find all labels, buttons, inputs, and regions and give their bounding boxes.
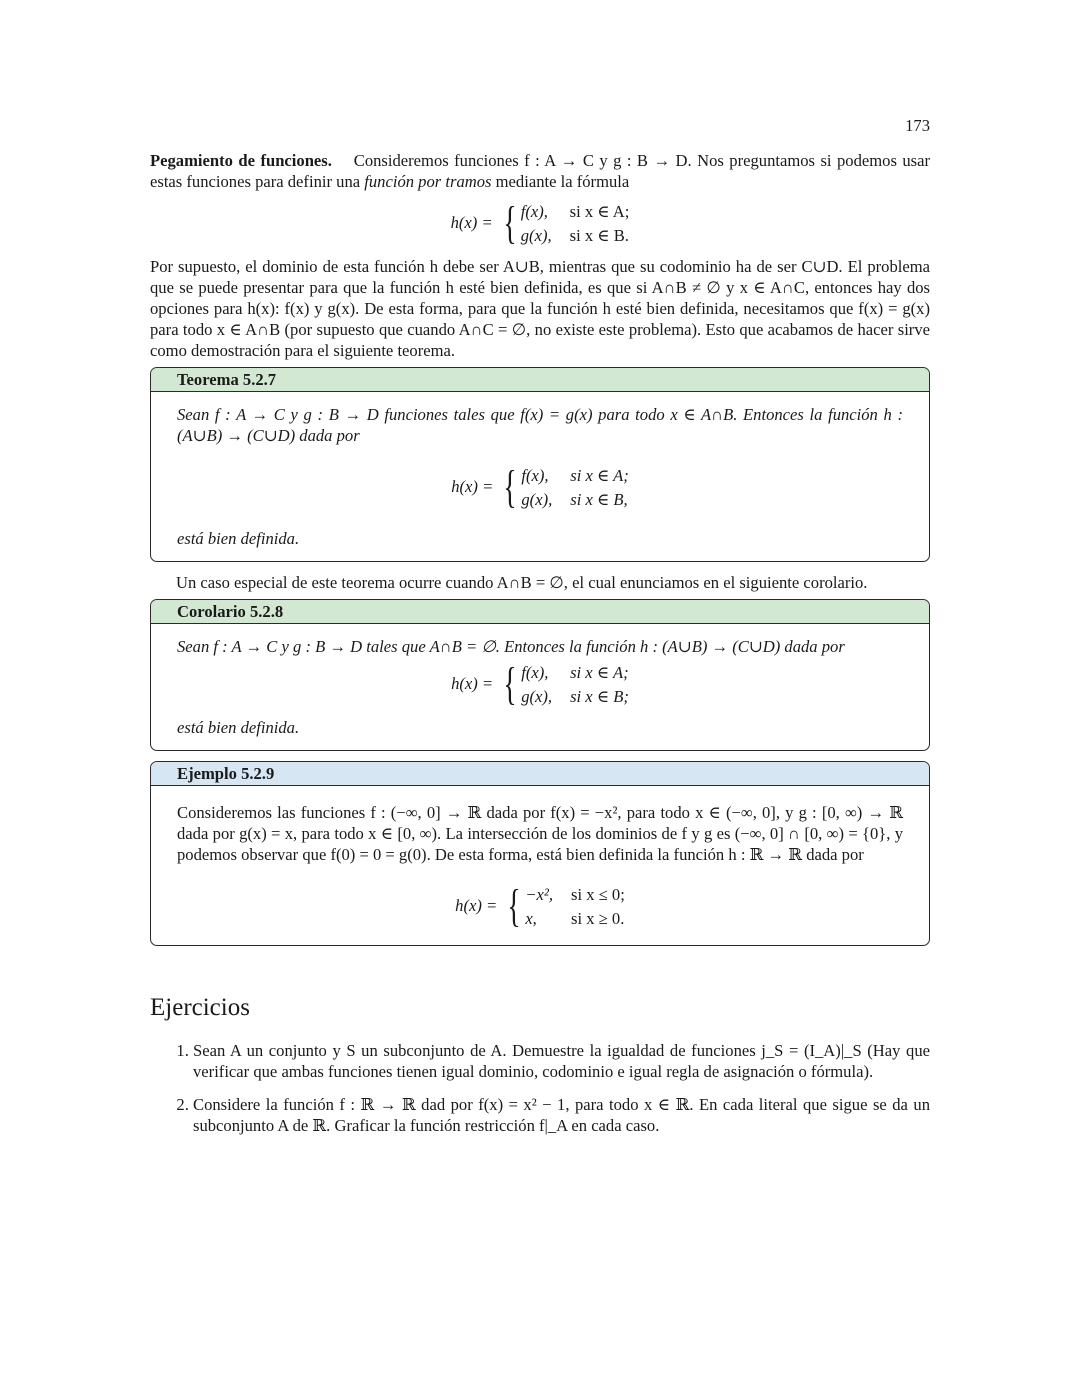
example-title: Ejemplo 5.2.9 <box>151 762 929 786</box>
formula-main <box>150 197 930 248</box>
case-condition: si x ≥ 0. <box>571 908 625 928</box>
left-brace-icon: { <box>503 658 517 709</box>
case-value: f(x), <box>521 662 549 682</box>
theorem-box <box>150 367 930 562</box>
formula-lhs: h(x) = <box>455 896 498 915</box>
exercise-item: 2. Considere la función f : ℝ → ℝ dad por f(x) = x² − 1, para todo x ∈ ℝ. En cada literal que sigue se da un subconjunto A de ℝ. Graficar la función restricción f|_A en cada caso. <box>193 1094 930 1136</box>
formula-lhs: h(x) = <box>451 477 494 496</box>
formula-cases <box>521 201 630 246</box>
case-condition: si x ≤ 0; <box>571 884 625 904</box>
left-brace-icon: { <box>507 880 521 931</box>
exercise-item: 1. Sean A un conjunto y S un subconjunto de A. Demuestre la igualdad de funciones j_S = (I_A)|_S (Hay que verificar que ambas funciones tienen igual dominio, codominio e igual regla de asignación o fórmula). <box>193 1040 930 1082</box>
theorem-formula <box>177 461 903 512</box>
formula-lhs: h(x) = <box>451 674 494 693</box>
example-formula <box>177 880 903 931</box>
case-condition: si x ∈ A; <box>570 662 629 682</box>
theorem-conclusion: está bien definida. <box>177 529 300 548</box>
intro-paragraph <box>150 150 930 192</box>
case-value: f(x), <box>521 465 549 485</box>
corollary-conclusion: está bien definida. <box>177 718 300 737</box>
intro-text-2: mediante la fórmula <box>491 172 630 191</box>
theorem-title: Teorema 5.2.7 <box>151 368 929 392</box>
example-box <box>150 761 930 946</box>
corollary-title: Corolario 5.2.8 <box>151 600 929 624</box>
corollary-statement: Sean f : A → C y g : B → D tales que A∩B = ∅. Entonces la función h : (A∪B) → (C∪D) dada por <box>177 637 845 656</box>
formula-lhs: h(x) = <box>450 213 493 232</box>
case-value: g(x), <box>521 489 553 509</box>
theorem-statement: Sean f : A → C y g : B → D funciones tales que f(x) = g(x) para todo x ∈ A∩B. Entonces la función h : (A∪B) → (C∪D) dada por <box>177 405 903 445</box>
case-value: g(x), <box>520 225 552 245</box>
corollary-formula <box>177 658 903 709</box>
page-content <box>150 150 930 1148</box>
case-value: −x², <box>525 884 553 904</box>
left-brace-icon: { <box>503 197 517 248</box>
case-value: x, <box>525 908 537 928</box>
formula-cases <box>525 884 625 929</box>
exercises-list <box>150 1040 930 1136</box>
case-condition: si x ∈ A; <box>570 465 629 485</box>
formula-cases <box>521 465 628 510</box>
paragraph-domain: Por supuesto, el dominio de esta función h debe ser A∪B, mientras que su codominio ha de ser C∪D. El problema que se puede presentar para que la función h esté bien definida, es que si A∩B ≠ ∅ y x ∈ A∩C, entonces hay dos opciones para h(x): f(x) y g(x). De esta forma, para que la función h esté bien definida, necesitamos que f(x) = g(x) para todo x ∈ A∩B (por supuesto que cuando A∩C = ∅, no existe este problema). Esto que acabamos de hacer sirve como demostración para el siguiente teorema. <box>150 257 930 360</box>
page-number: 173 <box>905 116 930 135</box>
exercises-heading: Ejercicios <box>150 994 250 1021</box>
formula-cases <box>521 662 629 707</box>
example-text: Consideremos las funciones f : (−∞, 0] → ℝ dada por f(x) = −x², para todo x ∈ (−∞, 0], y g : [0, ∞) → ℝ dada por g(x) = x, para todo x ∈ [0, ∞). La intersección de los dominios de f y g es (−∞, 0] ∩ [0, ∞) = {0}, y podemos observar que f(0) = 0 = g(0). De esta forma, está bien definida la función h : ℝ → ℝ dada por <box>177 803 903 864</box>
paragraph-special-case: Un caso especial de este teorema ocurre cuando A∩B = ∅, el cual enunciamos en el siguiente corolario. <box>176 573 868 592</box>
case-condition: si x ∈ B, <box>570 489 628 509</box>
intro-emphasis: función por tramos <box>364 172 492 191</box>
case-condition: si x ∈ B; <box>570 686 629 706</box>
case-condition: si x ∈ B. <box>569 225 629 245</box>
intro-text-1: Consideremos funciones f : A → C y g : B → D. Nos preguntamos si podemos usar estas funciones para definir una <box>150 151 931 191</box>
section-heading: Pegamiento de funciones. <box>150 151 332 170</box>
case-condition: si x ∈ A; <box>569 201 630 221</box>
case-value: f(x), <box>520 201 548 221</box>
corollary-box <box>150 599 930 751</box>
left-brace-icon: { <box>503 461 517 512</box>
case-value: g(x), <box>521 686 553 706</box>
